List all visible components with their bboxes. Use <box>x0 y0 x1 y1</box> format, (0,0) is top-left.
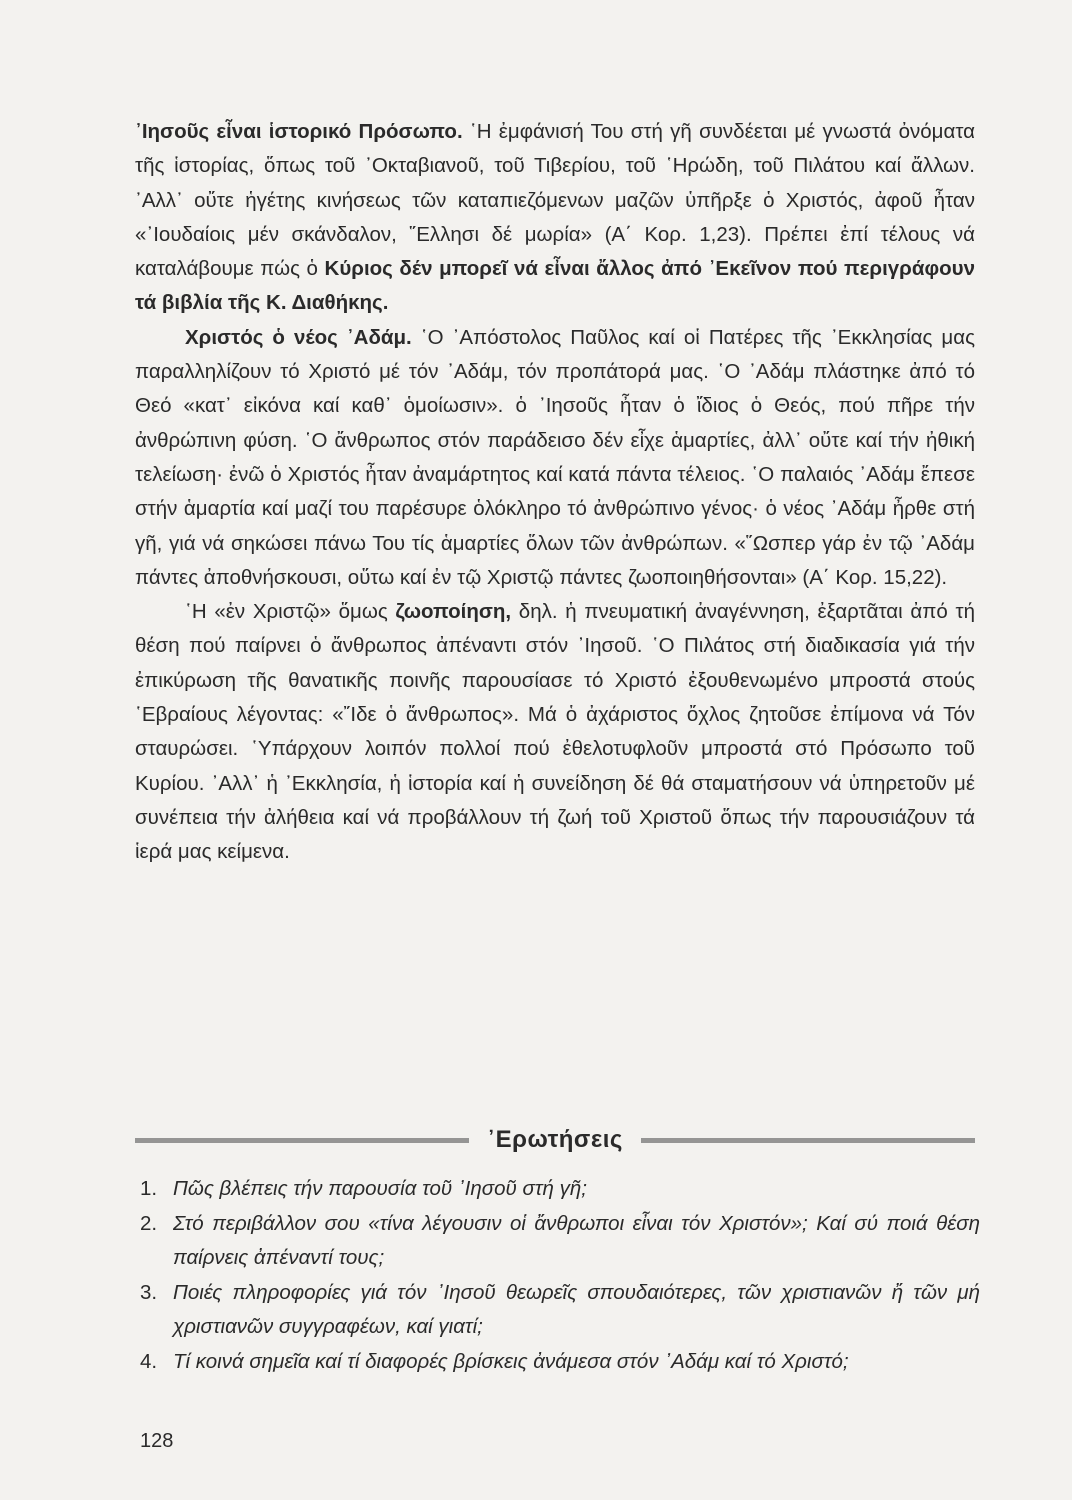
question-item <box>135 1172 980 1207</box>
questions-list <box>135 1172 980 1379</box>
section-subheading: Χριστός ὁ νέος ᾽Αδάμ. <box>185 325 412 349</box>
bold-phrase: ζωοποίηση, <box>395 600 512 624</box>
divider-rule <box>135 1138 469 1143</box>
question-number: 4. <box>140 1349 158 1373</box>
bold-phrase: ᾽Ιησοῦς εἶναι ἱστορικό Πρόσωπο. <box>135 120 463 143</box>
question-item <box>135 1276 980 1345</box>
body-text <box>135 115 975 870</box>
question-text: Πῶς βλέπεις τήν παρουσία τοῦ ᾽Ιησοῦ στή γῆ; <box>173 1177 587 1200</box>
paragraph-regeneration <box>135 595 975 869</box>
paragraph-new-adam <box>135 321 975 595</box>
paragraph-text: ῾Ο ᾽Απόστολος Παῦλος καί οἱ Πατέρες τῆς ᾽Εκκλησίας μας παραλληλίζουν τό Χριστό μέ τόν ᾽Αδάμ, τόν προπάτορά μας. ῾Ο ᾽Αδάμ πλάστηκε ἀπό τό Θεό «κατ᾽ εἰκόνα καί καθ᾽ ὁμοίωσιν». ὁ ᾽Ιησοῦς ἦταν ὁ ἴδιος ὁ Θεός, πού πῆρε τήν ἀνθρώπινη φύση. ῾Ο ἄνθρωπος στόν παράδεισο δέν εἶχε ἁμαρτίες, ἀλλ᾽ οὔτε καί τήν ἠθική τελείωση· ἐνῶ ὁ Χριστός ἦταν ἀναμάρτητος καί κατά πάντα τέλειος. ῾Ο παλαιός ᾽Αδάμ ἔπεσε στήν ἁμαρτία καί μαζί του παρέσυρε ὁλόκληρο τό ἀνθρώπινο γένος· ὁ νέος ᾽Αδάμ ἦρθε στή γῆ, γιά νά σηκώσει πάνω Του τίς ἁμαρτίες ὅλων τῶν ἀνθρώπων. «῞Ωσπερ γάρ ἐν τῷ ᾽Αδάμ πάντες ἀποθνήσκουσι, οὕτω καί ἐν τῷ Χριστῷ πάντες ζωοποιηθήσονται» (Α΄ Κορ. 15,22). <box>135 325 975 589</box>
paragraph-historical-person <box>135 115 975 321</box>
questions-header <box>135 1122 975 1158</box>
question-number: 2. <box>140 1211 158 1235</box>
bold-phrase: Κύριος δέν μπορεῖ νά εἶναι ἄλλος ἀπό ᾽Εκεῖνον πού περιγράφουν τά βιβλία τῆς Κ. Διαθήκης. <box>135 257 975 315</box>
question-text: Στό περιβάλλον σου «τίνα λέγουσιν οἱ ἄνθρωποι εἶναι τόν Χριστόν»; Καί σύ ποιά θέση παίρνεις ἀπέναντί τους; <box>173 1211 980 1269</box>
question-number: 1. <box>140 1177 158 1200</box>
question-item <box>135 1207 980 1276</box>
paragraph-text: ῾Η «ἐν Χριστῷ» ὅμως <box>185 600 396 624</box>
paragraph-text: ῾Η ἐμφάνισή Του στή γῆ συνδέεται μέ γνωστά ὀνόματα τῆς ἱστορίας, ὅπως τοῦ ᾽Οκταβιανοῦ, τοῦ Τιβερίου, τοῦ ῾Ηρώδη, τοῦ Πιλάτου καί ἄλλων. ᾽Αλλ᾽ οὔτε ἡγέτης κινήσεως τῶν καταπιεζόμενων μαζῶν ὑπῆρξε ὁ Χριστός, ἀφοῦ ἦταν «᾽Ιουδαίοις μέν σκάνδαλον, ῞Ελλησι δέ μωρία» (Α΄ Κορ. 1,23). Πρέπει ἐπί τέλους νά καταλάβουμε πώς ὁ <box>135 120 975 281</box>
question-item <box>135 1345 980 1380</box>
question-number: 3. <box>140 1280 158 1304</box>
paragraph-text: δηλ. ἡ πνευματική ἀναγέννηση, ἐξαρτᾶται ἀπό τή θέση πού παίρνει ὁ ἄνθρωπος ἀπέναντι στόν ᾽Ιησοῦ. ῾Ο Πιλάτος στή διαδικασία γιά τήν ἐπικύρωση τῆς θανατικῆς ποινῆς παρουσίασε τό Χριστό ἐξουθενωμένο μπροστά στούς ῾Εβραίους λέγοντας: «῎Ιδε ὁ ἄνθρωπος». Μά ὁ ἀχάριστος ὄχλος ζητοῦσε ἐπίμονα νά Τόν σταυρώσει. ῾Υπάρχουν λοιπόν πολλοί πού ἐθελοτυφλοῦν μπροστά στό Πρόσωπο τοῦ Κυρίου. ᾽Αλλ᾽ ἡ ᾽Εκκλησία, ἡ ἱστορία καί ἡ συνείδηση δέ θά σταματήσουν νά ὑπηρετοῦν μέ συνέπεια τήν ἀλήθεια καί νά προβάλλουν τή ζωή τοῦ Χριστοῦ ὅπως τήν παρουσιάζουν τά ἱερά μας κείμενα. <box>135 600 975 864</box>
question-text: Τί κοινά σημεῖα καί τί διαφορές βρίσκεις ἀνάμεσα στόν ᾽Αδάμ καί τό Χριστό; <box>173 1349 849 1373</box>
page-number: 128 <box>140 1430 174 1452</box>
question-text: Ποιές πληροφορίες γιά τόν ᾽Ιησοῦ θεωρεῖς σπουδαιότερες, τῶν χριστιανῶν ἤ τῶν μή χριστιανῶν συγγραφέων, καί γιατί; <box>173 1280 980 1338</box>
divider-rule <box>641 1138 975 1143</box>
questions-title: ᾽Ερωτήσεις <box>487 1126 623 1153</box>
